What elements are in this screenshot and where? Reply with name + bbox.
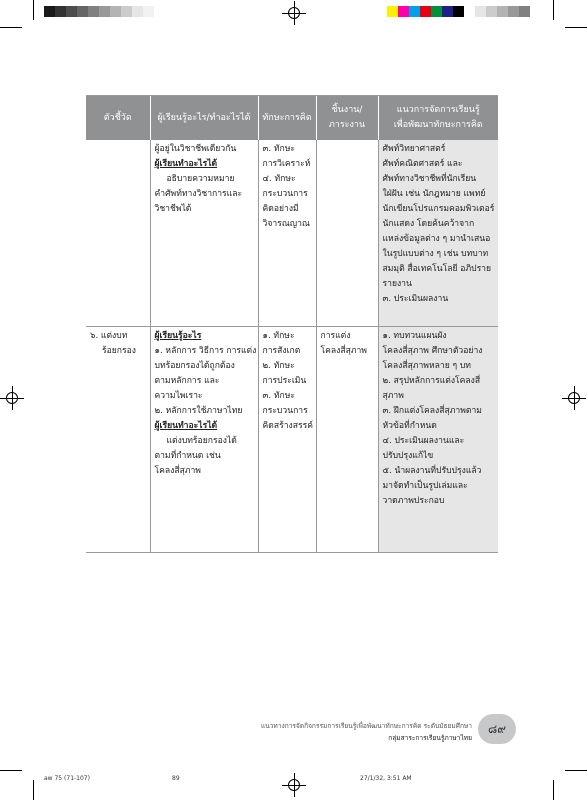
text-line: ความไพเราะ [154, 391, 203, 401]
text-line: บทร้อยกรองได้ถูกต้อง [154, 361, 235, 371]
crop-mark [565, 770, 587, 771]
text-line: คำศัพท์ทางวิชาการและ [154, 189, 243, 199]
color-swatch [66, 6, 77, 17]
page-number-badge: ๘๙ [478, 714, 516, 744]
text-line: วิจารณญาณ [262, 219, 310, 229]
color-swatch [77, 6, 88, 17]
color-swatch [486, 6, 497, 17]
registration-mark-icon [286, 5, 302, 21]
text-line: โคลงสี่สุภาพ ศึกษาตัวอย่าง [382, 346, 483, 356]
grayscale-color-bar [44, 6, 154, 17]
text-line: ใฝ่ฝัน เช่น นักฎหมาย แพทย์ [382, 189, 486, 199]
cell-what-learn [150, 327, 258, 553]
text-line: ๔. ประเมินผลงานและ [382, 436, 465, 446]
color-swatch [121, 6, 132, 17]
text-line: วาดภาพประกอบ [382, 496, 445, 506]
process-color-bar [387, 6, 530, 17]
header-thinking-skills: ทักษะการคิด [258, 96, 316, 140]
table-row [86, 327, 498, 553]
cell-work-task [316, 327, 378, 553]
footer-book-title: แนวทางการจัดกิจกรรมการเรียนรู้เพื่อพัฒนาทักษะการคิด ระดับมัธยมศึกษา [260, 722, 472, 730]
footer-subject-group: กลุ่มสาระการเรียนรู้ภาษาไทย [388, 734, 472, 742]
cell-what-learn [150, 140, 258, 327]
text-line: หัวข้อที่กำหนด [382, 421, 437, 431]
color-swatch [464, 6, 475, 17]
subheading: ผู้เรียนทำอะไรได้ [154, 421, 218, 431]
color-swatch [431, 6, 442, 17]
slug-file-name: aw 75 (71-107) [44, 775, 90, 782]
header-what-learn: ผู้เรียนรู้อะไร/ทำอะไรได้ [150, 96, 258, 140]
crop-mark [0, 27, 22, 28]
color-swatch [44, 6, 55, 17]
header-approach [378, 96, 498, 140]
text-line: ๑. หลักการ วิธีการ การแต่ง [154, 346, 257, 356]
registration-mark-icon [286, 777, 302, 793]
text-line: แต่งบทร้อยกรองได้ [166, 436, 237, 446]
text-line: ตามหลักการ และ [154, 376, 220, 386]
table-row [86, 140, 498, 327]
text-line: สมมุติ สื่อเทคโนโลยี อภิปราย [382, 264, 492, 274]
text-line: การวิเคราะห์ [262, 159, 311, 169]
color-swatch [497, 6, 508, 17]
text-line: ๑. ทบทวนแผนผัง [382, 331, 447, 341]
cell-approach [378, 140, 498, 327]
text-line: การแต่ง [320, 331, 351, 341]
color-swatch [519, 6, 530, 17]
text-line: นักแสดง โดยค้นคว้าจาก [382, 219, 475, 229]
registration-mark-icon [566, 390, 582, 406]
subheading: ผู้เรียนทำอะไรได้ [154, 159, 218, 169]
color-swatch [420, 6, 431, 17]
color-swatch [398, 6, 409, 17]
text-line: ๕. นำผลงานที่ปรับปรุงแล้ว [382, 466, 482, 476]
color-swatch [143, 6, 154, 17]
crop-mark [33, 780, 34, 800]
table-header-row [86, 96, 498, 140]
text-line: ตามที่กำหนด เช่น [154, 451, 221, 461]
header-work-line: ภาระงาน [328, 120, 366, 130]
crop-mark [553, 0, 554, 20]
text-line: กระบวนการ [262, 406, 308, 416]
header-work-line: ชิ้นงาน/ [331, 105, 363, 115]
text-line: ๑. ทักษะ [262, 331, 295, 341]
subheading: ผู้เรียนรู้อะไร [154, 331, 202, 341]
text-line: วิชาชีพได้ [154, 204, 192, 214]
cell-work-task [316, 140, 378, 327]
text-line: ๓. ทักษะ [262, 391, 295, 401]
color-swatch [132, 6, 143, 17]
text-line: ๒. หลักการใช้ภาษาไทย [154, 406, 243, 416]
text-line: กระบวนการ [262, 189, 308, 199]
text-line: ร้อยกรอง [102, 346, 136, 356]
color-swatch [110, 6, 121, 17]
cell-thinking-skills [258, 327, 316, 553]
text-line: อธิบายความหมาย [166, 174, 235, 184]
header-work-task [316, 96, 378, 140]
crop-mark [0, 770, 22, 771]
registration-mark-icon [4, 390, 20, 406]
text-line: โคลงสี่สุภาพ [154, 466, 201, 476]
text-line: สุภาพ [382, 391, 404, 401]
text-line: นักเขียนโปรแกรมคอมพิวเตอร์ [382, 204, 495, 214]
header-approach-line: เพื่อพัฒนาทักษะการคิด [393, 120, 483, 130]
color-swatch [442, 6, 453, 17]
text-line: โคลงสี่สุภาพหลาย ๆ บท [382, 361, 471, 371]
slug-page-number: 89 [172, 775, 180, 782]
text-line: การสังเกต [262, 346, 301, 356]
text-line: ศัพท์วิทยาศาสตร์ [382, 144, 446, 154]
crop-mark [553, 780, 554, 800]
text-line: ๓. ทักษะ [262, 144, 295, 154]
color-swatch [387, 6, 398, 17]
text-line: ๔. ทักษะ [262, 174, 296, 184]
color-swatch [508, 6, 519, 17]
text-line: ๓. ฝึกแต่งโคลงสี่สุภาพตาม [382, 406, 482, 416]
cell-approach [378, 327, 498, 553]
text-line: ปรับปรุงแก้ไข [382, 451, 434, 461]
text-line: ๒. สรุปหลักการแต่งโคลงสี่ [382, 376, 481, 386]
header-indicator: ตัวชี้วัด [86, 96, 150, 140]
color-swatch [453, 6, 464, 17]
text-line: ๖. แต่งบท [90, 331, 128, 341]
text-line: ในรูปแบบต่าง ๆ เช่น บทบาท [382, 249, 489, 259]
header-approach-line: แนวการจัดการเรียนรู้ [396, 105, 480, 115]
cell-thinking-skills [258, 140, 316, 327]
crop-mark [33, 0, 34, 20]
text-line: รายงาน [382, 279, 412, 289]
learning-plan-table [86, 95, 498, 553]
cell-indicator [86, 140, 150, 327]
color-swatch [475, 6, 486, 17]
text-line: แหล่งข้อมูลต่าง ๆ มานำเสนอ [382, 234, 491, 244]
cell-indicator [86, 327, 150, 553]
text-line: ศัพท์ทางวิชาชีพที่นักเรียน [382, 174, 477, 184]
text-line: ศัพท์คณิตศาสตร์ และ [382, 159, 463, 169]
text-line: โคลงสี่สุภาพ [320, 346, 367, 356]
color-swatch [99, 6, 110, 17]
color-swatch [55, 6, 66, 17]
text-line: การประเมิน [262, 376, 307, 386]
text-line: ผู้อยู่ในวิชาชีพเดียวกัน [154, 144, 237, 154]
text-line: มาจัดทำเป็นรูปเล่มและ [382, 481, 468, 491]
color-swatch [409, 6, 420, 17]
slug-timestamp: 27/1/32, 3:51 AM [360, 775, 412, 782]
color-swatch [88, 6, 99, 17]
crop-mark [565, 27, 587, 28]
text-line: ๒. ทักษะ [262, 361, 295, 371]
text-line: ๓. ประเมินผลงาน [382, 294, 449, 304]
text-line: คิดอย่างมี [262, 204, 299, 214]
text-line: คิดสร้างสรรค์ [262, 421, 313, 431]
